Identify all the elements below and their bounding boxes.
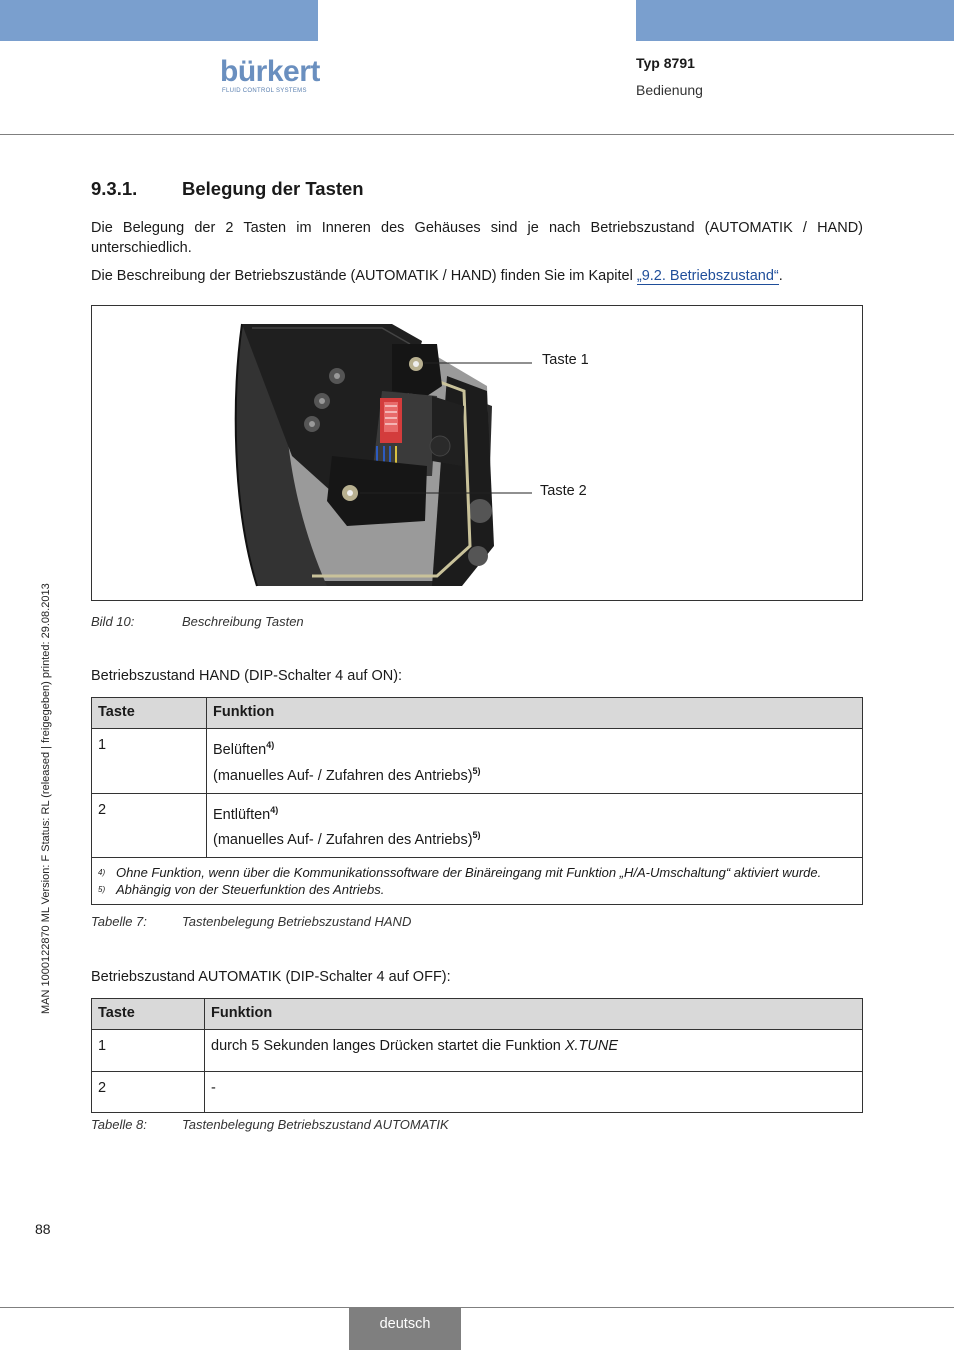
table-row [92, 1072, 863, 1113]
footnote-5: 5) Abhängig von der Steuerfunktion des Antriebs. [98, 882, 385, 898]
callout-taste-2: Taste 2 [540, 483, 587, 499]
table-header-row [92, 698, 863, 729]
hand-table [91, 697, 863, 905]
section-heading [91, 178, 364, 200]
footnote-4: 4) Ohne Funktion, wenn über die Kommunikationssoftware der Binäreingang mit Funktion „H/A-Umschaltung“ aktiviert wurde. [98, 865, 822, 881]
cell-key: 1 [92, 729, 207, 794]
cell-function: durch 5 Sekunden langes Drücken startet die Funktion X.TUNE [205, 1030, 863, 1072]
chapter-link[interactable]: „9.2. Betriebszustand“ [636, 268, 779, 284]
figure-caption: Bild 10: Beschreibung Tasten [91, 614, 304, 629]
table-row [92, 793, 863, 858]
footer-rule [0, 1307, 954, 1308]
table-7-caption: Tabelle 7: Tastenbelegung Betriebszustand HAND [91, 914, 412, 929]
page-number: 88 [35, 1221, 51, 1237]
header-rule [0, 134, 954, 135]
logo-subtitle: FLUID CONTROL SYSTEMS [222, 88, 307, 94]
column-header: Funktion [205, 999, 863, 1030]
column-header: Funktion [207, 698, 863, 729]
intro-paragraph-2: Die Beschreibung der Betriebszustände (AUTOMATIK / HAND) finden Sie im Kapitel „9.2. Betriebszustand“. [91, 268, 783, 284]
cell-key: 1 [92, 1030, 205, 1072]
figure-frame [91, 305, 863, 601]
table-row [92, 1030, 863, 1072]
cell-function: Belüften$^{4)}$ (manuelles Auf- / Zufahren des Antriebs)$^{5)}$ [207, 729, 863, 794]
device-illustration [92, 306, 862, 600]
table-row [92, 729, 863, 794]
doc-section: Bedienung [636, 82, 703, 98]
auto-intro: Betriebszustand AUTOMATIK (DIP-Schalter 4 auf OFF): [91, 969, 451, 985]
intro-paragraph-1: Die Belegung der 2 Tasten im Inneren des Gehäuses sind je nach Betriebszustand (AUTOMATIK / HAND) unterschiedlich. [91, 220, 863, 256]
side-metadata: MAN 1000122870 ML Version: F Status: RL (released | freigegeben) printed: 29.08.2013 [40, 583, 52, 1014]
buerkert-logo [220, 56, 320, 96]
footnote-row [92, 858, 863, 905]
callout-taste-1: Taste 1 [542, 352, 589, 368]
section-title: Belegung der Tasten [182, 178, 364, 199]
header-band-right [636, 0, 954, 41]
cell-key: 2 [92, 1072, 205, 1113]
table-8-caption: Tabelle 8: Tastenbelegung Betriebszustand AUTOMATIK [91, 1117, 449, 1132]
header-band-left [0, 0, 318, 41]
section-number: 9.3.1. [91, 178, 138, 199]
cell-function: Entlüften$^{4)}$ (manuelles Auf- / Zufahren des Antriebs)$^{5)}$ [207, 793, 863, 858]
language-tab: deutsch [349, 1307, 461, 1350]
column-header: Taste [92, 999, 205, 1030]
cell-key: 2 [92, 793, 207, 858]
auto-table [91, 998, 863, 1113]
logo-wordmark: bürkert [220, 55, 320, 88]
hand-intro: Betriebszustand HAND (DIP-Schalter 4 auf ON): [91, 668, 403, 684]
table-header-row [92, 999, 863, 1030]
column-header: Taste [92, 698, 207, 729]
cell-function: - [205, 1072, 863, 1113]
doc-type: Typ 8791 [636, 55, 695, 71]
